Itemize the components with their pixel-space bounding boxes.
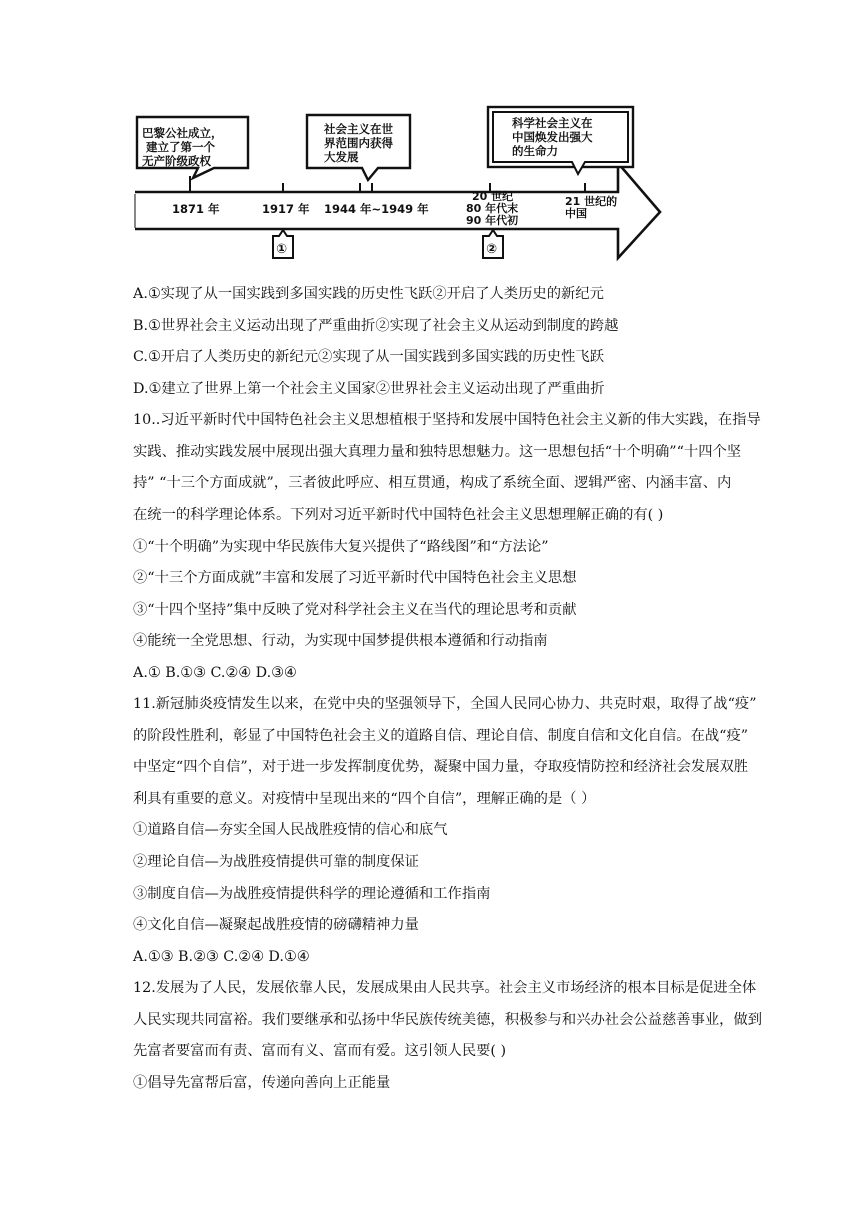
q12-stem-line2: 人民实现共同富裕。我们要继承和弘扬中华民族传统美德，积极参与和兴办社会公益慈善事业，做到 bbox=[133, 1012, 763, 1028]
timeline-box-socialism-worldwide bbox=[307, 115, 410, 180]
q10-statement-1: ①“十个明确”为实现中华民族伟大复兴提供了“路线图”和“方法论” bbox=[133, 539, 549, 555]
q11-options: A.①③ B.②③ C.②④ D.①④ bbox=[133, 949, 310, 965]
q11-stem-line3: 中坚定“四个自信”，对于进一步发挥制度优势，凝聚中国力量，夺取疫情防控和经济社会发展双胜 bbox=[133, 759, 749, 775]
marker-2-label: ② bbox=[486, 242, 498, 257]
q12-statement-1: ①倡导先富帮后富，传递向善向上正能量 bbox=[133, 1075, 391, 1091]
box1-line3: 无产阶级政权 bbox=[142, 154, 211, 168]
q9-option-a: A.①实现了从一国实践到多国实践的历史性飞跃②开启了人类历史的新纪元 bbox=[133, 286, 604, 302]
timeline-ticks bbox=[190, 176, 585, 192]
timeline-marker-2 bbox=[483, 229, 503, 258]
marker-1-label: ① bbox=[276, 242, 288, 257]
q10-stem-line4: 在统一的科学理论体系。下列对习近平新时代中国特色社会主义思想理解正确的有( ) bbox=[133, 507, 664, 523]
timeline-box-paris-commune bbox=[137, 117, 248, 178]
q12-stem-line3: 先富者要富而有责、富而有义、富而有爱。这引领人民要( ) bbox=[133, 1043, 507, 1059]
q11-stem-line1: 11.新冠肺炎疫情发生以来，在党中央的坚强领导下，全国人民同心协力、共克时艰，取得了战“疫” bbox=[133, 696, 757, 712]
date-20c-line2: 80 年代末 bbox=[466, 202, 519, 215]
box2-line1: 社会主义在世 bbox=[324, 122, 393, 136]
q11-statement-3: ③制度自信—为战胜疫情提供科学的理论遵循和工作指南 bbox=[133, 886, 491, 902]
q10-stem-line3: 持” “十三个方面成就”，三者彼此呼应、相互贯通，构成了系统全面、逻辑严密、内涵丰富、内 bbox=[133, 475, 732, 491]
q10-stem-line2: 实践、推动实践发展中展现出强大真理力量和独特思想魅力。这一思想包括“十个明确”“十四个坚 bbox=[133, 444, 742, 460]
q10-statement-4: ④能统一全党思想、行动，为实现中国梦提供根本遵循和行动指南 bbox=[133, 633, 548, 649]
q11-statement-1: ①道路自信—夯实全国人民战胜疫情的信心和底气 bbox=[133, 822, 448, 838]
date-1944-1949: 1944 年~1949 年 bbox=[324, 202, 429, 216]
date-20c-line1: 20 世纪 bbox=[472, 190, 514, 203]
q10-statement-2: ②“十三个方面成就”丰富和发展了习近平新时代中国特色社会主义思想 bbox=[133, 570, 577, 586]
q12-stem-line1: 12.发展为了人民，发展依靠人民，发展成果由人民共享。社会主义市场经济的根本目标是促进全体 bbox=[133, 980, 757, 996]
box3-line3: 的生命力 bbox=[512, 144, 558, 158]
q9-option-d: D.①建立了世界上第一个社会主义国家②世界社会主义运动出现了严重曲折 bbox=[133, 381, 605, 397]
timeline-marker-1 bbox=[273, 229, 293, 258]
date-20c-line3: 90 年代初 bbox=[466, 214, 519, 227]
q9-option-c: C.①开启了人类历史的新纪元②实现了从一国实践到多国实践的历史性飞跃 bbox=[133, 349, 604, 365]
timeline-box-scientific-socialism-china bbox=[488, 107, 633, 174]
date-21c-line1: 21 世纪的 bbox=[565, 195, 618, 208]
box2-line3: 大发展 bbox=[324, 150, 359, 164]
q11-stem-line2: 的阶段性胜利，彰显了中国特色社会主义的道路自信、理论自信、制度自信和文化自信。在战“疫” bbox=[133, 728, 749, 744]
box1-line2: 建立了第一个 bbox=[146, 140, 215, 154]
q10-options: A.① B.①③ C.②④ D.③④ bbox=[133, 665, 297, 681]
q11-stem-line4: 利具有重要的意义。对疫情中呈现出来的“四个自信”，理解正确的是（ ） bbox=[133, 791, 596, 807]
q11-statement-4: ④文化自信—凝聚起战胜疫情的磅礴精神力量 bbox=[133, 917, 419, 933]
q10-statement-3: ③“十四个坚持”集中反映了党对科学社会主义在当代的理论思考和贡献 bbox=[133, 602, 577, 618]
q9-option-b: B.①世界社会主义运动出现了严重曲折②实现了社会主义从运动到制度的跨越 bbox=[133, 318, 619, 334]
box3-line2: 中国焕发出强大 bbox=[512, 130, 593, 144]
box2-line2: 界范围内获得 bbox=[324, 136, 393, 150]
q11-statement-2: ②理论自信—为战胜疫情提供可靠的制度保证 bbox=[133, 854, 419, 870]
timeline-figure bbox=[0, 0, 860, 280]
date-1917: 1917 年 bbox=[262, 202, 310, 216]
q10-stem-line1: 10..习近平新时代中国特色社会主义思想植根于坚持和发展中国特色社会主义新的伟大实践，在指导 bbox=[133, 412, 761, 428]
box1-line1: 巴黎公社成立， bbox=[142, 126, 223, 140]
date-21c-line2: 中国 bbox=[565, 207, 587, 220]
box3-line1: 科学社会主义在 bbox=[512, 116, 593, 130]
date-1871: 1871 年 bbox=[172, 202, 220, 216]
